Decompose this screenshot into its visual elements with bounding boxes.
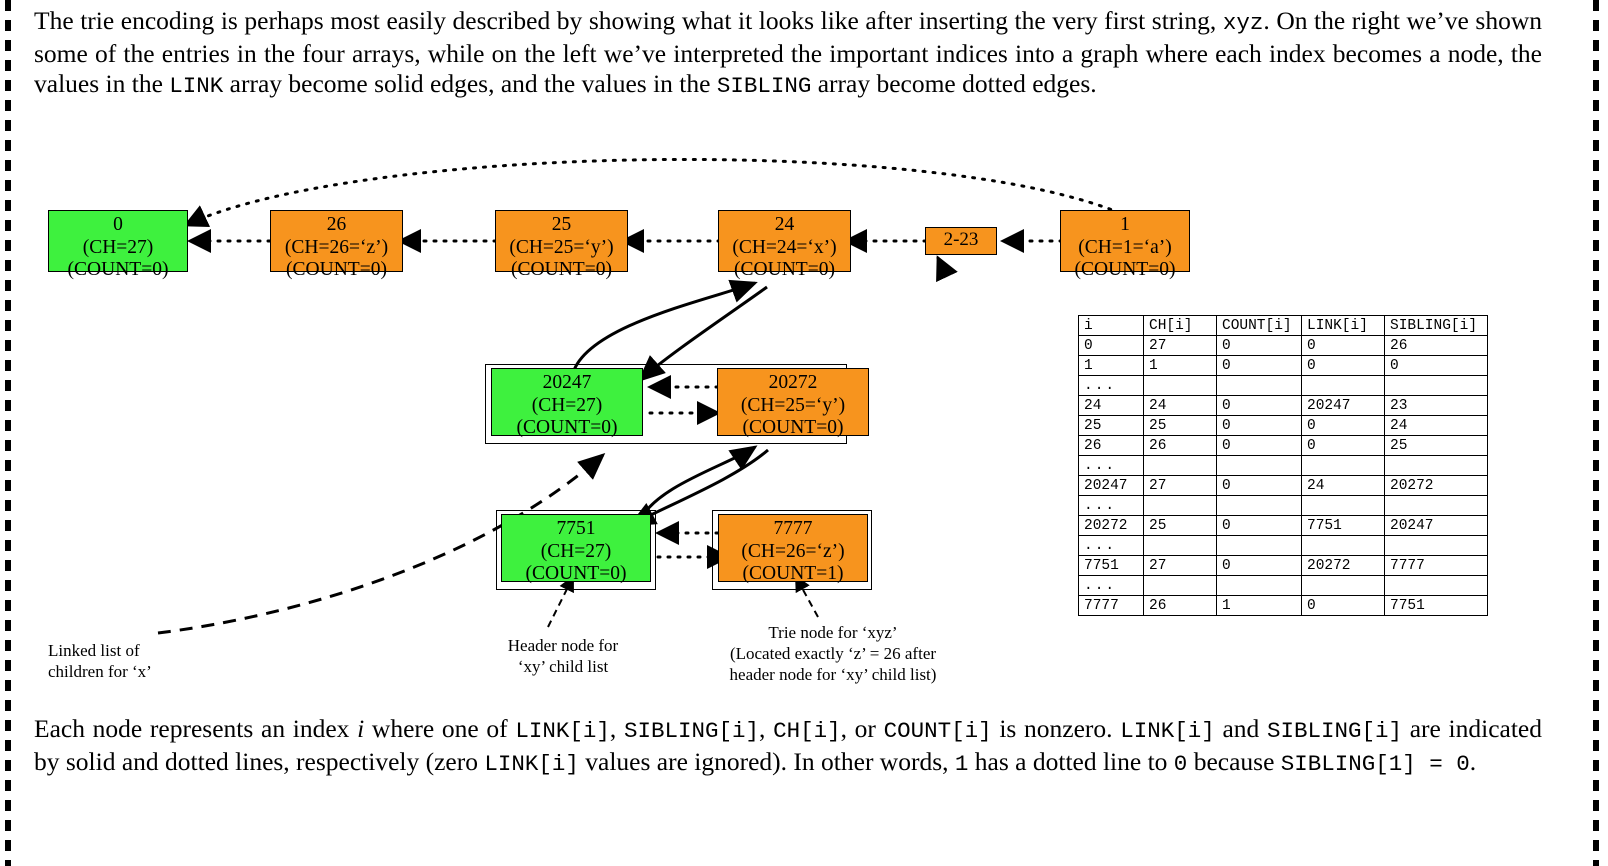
expl-text-7: and [1214, 714, 1267, 743]
cell-i: 20272 [1079, 516, 1144, 536]
cell-ch [1144, 376, 1217, 396]
node-range-label: 2-23 [943, 229, 979, 250]
intro-text-3: array become solid edges, and the values in the [223, 69, 717, 98]
node-24[interactable] [718, 210, 851, 280]
cell-ch: 1 [1144, 356, 1217, 376]
table-row-ellipsis [1079, 536, 1488, 556]
cell-link: 7751 [1302, 516, 1385, 536]
cell-link: 0 [1302, 436, 1385, 456]
intro-text-1: The trie encoding is perhaps most easily described by showing what it looks like after inserting the very first string, [34, 6, 1223, 35]
table-row [1079, 516, 1488, 536]
expl-text-4: , [759, 714, 774, 743]
cell-link: 24 [1302, 476, 1385, 496]
table-row-ellipsis [1079, 576, 1488, 596]
cell-count: 0 [1217, 416, 1302, 436]
expl-code-one: 1 [954, 750, 969, 777]
node-25[interactable] [495, 210, 628, 280]
table-row [1079, 556, 1488, 576]
node-0-index: 0 [113, 214, 123, 235]
annotation-linked-list-x-line2: children for ‘x’ [48, 662, 152, 681]
node-20247-ch: (CH=27) [531, 394, 603, 416]
node-26-ch: (CH=26=‘z’) [284, 236, 389, 258]
cell-link [1302, 376, 1385, 396]
page-border-left [5, 0, 11, 866]
table-row-ellipsis [1079, 456, 1488, 476]
cell-i: 0 [1079, 336, 1144, 356]
table-row [1079, 396, 1488, 416]
node-26[interactable] [270, 210, 403, 280]
table-row-ellipsis [1079, 496, 1488, 516]
expl-var-i: i [357, 714, 365, 743]
cell-sibling: 0 [1385, 356, 1488, 376]
table-header-link: LINK[i] [1302, 316, 1385, 336]
node-20247-index: 20247 [542, 372, 592, 393]
expl-code-link-3: LINK[i] [484, 750, 579, 777]
explanation-paragraph [34, 714, 1542, 779]
cell-link: 0 [1302, 336, 1385, 356]
cell-link [1302, 496, 1385, 516]
table-header-count: COUNT[i] [1217, 316, 1302, 336]
cell-sibling: 25 [1385, 436, 1488, 456]
expl-text-1: Each node represents an index [34, 714, 358, 743]
cell-ch: 27 [1144, 556, 1217, 576]
expl-text-11: because [1187, 746, 1281, 776]
node-range-2-23[interactable] [925, 227, 997, 255]
cell-sibling: 7777 [1385, 556, 1488, 576]
node-20272-ch: (CH=25=‘y’) [740, 394, 846, 416]
cell-i: ... [1079, 496, 1144, 516]
expl-text-10: has a dotted line to [968, 746, 1174, 776]
node-7751-ch: (CH=27) [540, 540, 612, 562]
annotation-trie-node-xyz-line3: header node for ‘xy’ child list) [729, 665, 937, 684]
cell-ch: 25 [1144, 416, 1217, 436]
node-7751-index: 7751 [556, 518, 596, 539]
cell-sibling: 24 [1385, 416, 1488, 436]
node-7751-count: (COUNT=0) [525, 563, 627, 584]
cell-sibling [1385, 576, 1488, 596]
annotation-header-node-xy-line2: ‘xy’ child list [517, 657, 609, 676]
cell-count: 0 [1217, 556, 1302, 576]
node-20272-index: 20272 [768, 372, 818, 393]
expl-code-count: COUNT[i] [883, 718, 992, 744]
intro-paragraph [34, 6, 1542, 102]
cell-sibling: 20272 [1385, 476, 1488, 496]
expl-text-8: are indicated by solid and dotted lines, respectively (zero [34, 714, 1542, 776]
expl-code-sibling-eq: SIBLING[1] = 0 [1280, 750, 1470, 777]
node-20247-count: (COUNT=0) [516, 417, 618, 438]
table-row [1079, 356, 1488, 376]
annotation-trie-node-xyz-line1: Trie node for ‘xyz’ [768, 623, 898, 642]
node-24-count: (COUNT=0) [734, 259, 835, 280]
cell-count [1217, 376, 1302, 396]
table-row [1079, 476, 1488, 496]
node-24-index: 24 [774, 214, 795, 235]
expl-code-sibling-2: SIBLING[i] [1266, 718, 1403, 744]
cell-link [1302, 576, 1385, 596]
cell-count: 0 [1217, 356, 1302, 376]
cell-link: 0 [1302, 596, 1385, 616]
node-20272[interactable] [717, 368, 869, 436]
node-7777-count: (COUNT=1) [742, 563, 844, 584]
node-25-count: (COUNT=0) [511, 259, 612, 280]
cell-count: 0 [1217, 476, 1302, 496]
node-7777[interactable] [718, 514, 868, 582]
cell-sibling [1385, 376, 1488, 396]
node-1[interactable] [1060, 210, 1190, 280]
annotation-trie-node-xyz [683, 622, 983, 685]
table-row [1079, 336, 1488, 356]
cell-count: 0 [1217, 396, 1302, 416]
expl-text-3: , [609, 714, 624, 743]
cell-sibling [1385, 496, 1488, 516]
cell-i: ... [1079, 376, 1144, 396]
cell-count [1217, 576, 1302, 596]
annotation-linked-list-x-line1: Linked list of [48, 641, 140, 660]
expl-code-sibling-1: SIBLING[i] [623, 718, 759, 744]
table-header-sibling: SIBLING[i] [1385, 316, 1488, 336]
cell-i: 1 [1079, 356, 1144, 376]
cell-ch [1144, 496, 1217, 516]
intro-code-link: LINK [169, 73, 224, 99]
trie-diagram [28, 165, 1568, 710]
cell-ch: 27 [1144, 336, 1217, 356]
node-1-ch: (CH=1=‘a’) [1078, 236, 1172, 258]
expl-text-2: where one of [364, 714, 516, 743]
node-25-ch: (CH=25=‘y’) [509, 236, 614, 258]
cell-link: 0 [1302, 416, 1385, 436]
node-24-ch: (CH=24=‘x’) [732, 236, 837, 258]
node-20272-count: (COUNT=0) [742, 417, 844, 438]
annotation-header-node-xy-line1: Header node for [507, 636, 619, 655]
annotation-linked-list-x [48, 640, 268, 682]
cell-sibling: 20247 [1385, 516, 1488, 536]
cell-link: 20247 [1302, 396, 1385, 416]
expl-text-5: , or [840, 714, 884, 743]
table-header-i: i [1079, 316, 1144, 336]
node-26-count: (COUNT=0) [286, 259, 387, 280]
expl-code-link-1: LINK[i] [515, 718, 610, 744]
cell-ch [1144, 456, 1217, 476]
cell-ch: 25 [1144, 516, 1217, 536]
intro-code-xyz: xyz [1222, 10, 1264, 36]
cell-ch: 24 [1144, 396, 1217, 416]
cell-sibling: 7751 [1385, 596, 1488, 616]
node-0-ch: (CH=27) [82, 236, 154, 258]
table-header-ch: CH[i] [1144, 316, 1217, 336]
table-row [1079, 436, 1488, 456]
table-row-ellipsis [1079, 376, 1488, 396]
cell-i: ... [1079, 456, 1144, 476]
intro-text-2: . On the right we’ve shown some of the entries in the four arrays, while on the left we’ve interpreted the important indices into a graph where each index becomes a node, the values in the [34, 6, 1542, 98]
cell-i: ... [1079, 576, 1144, 596]
cell-ch [1144, 576, 1217, 596]
cell-count: 1 [1217, 596, 1302, 616]
cell-ch [1144, 536, 1217, 556]
cell-link: 0 [1302, 356, 1385, 376]
cell-count [1217, 496, 1302, 516]
table-header-row [1079, 316, 1488, 336]
cell-link [1302, 456, 1385, 476]
cell-sibling [1385, 456, 1488, 476]
intro-code-sibling: SIBLING [716, 73, 812, 99]
expl-text-6: is nonzero. [991, 714, 1121, 743]
table-row [1079, 596, 1488, 616]
cell-i: 24 [1079, 396, 1144, 416]
expl-code-ch: CH[i] [773, 718, 841, 744]
cell-i: 7777 [1079, 596, 1144, 616]
cell-ch: 26 [1144, 596, 1217, 616]
cell-count [1217, 536, 1302, 556]
page-content [28, 0, 1568, 866]
annotation-trie-node-xyz-line2: (Located exactly ‘z’ = 26 after [729, 644, 937, 663]
annotation-header-node-xy [453, 635, 673, 677]
node-20247[interactable] [491, 368, 643, 436]
node-7777-index: 7777 [773, 518, 813, 539]
cell-count: 0 [1217, 336, 1302, 356]
cell-link [1302, 536, 1385, 556]
cell-i: ... [1079, 536, 1144, 556]
expl-code-link-2: LINK[i] [1120, 718, 1215, 744]
cell-ch: 27 [1144, 476, 1217, 496]
cell-i: 26 [1079, 436, 1144, 456]
expl-code-zero: 0 [1173, 750, 1188, 777]
node-26-index: 26 [326, 214, 347, 235]
expl-text-12: . [1469, 746, 1477, 776]
cell-count [1217, 456, 1302, 476]
node-25-index: 25 [551, 214, 572, 235]
node-7751[interactable] [501, 514, 651, 582]
node-1-index: 1 [1120, 214, 1130, 235]
cell-sibling [1385, 536, 1488, 556]
cell-sibling: 23 [1385, 396, 1488, 416]
node-7777-ch: (CH=26=‘z’) [741, 540, 845, 562]
expl-text-9: values are ignored). In other words, [578, 746, 955, 776]
cell-sibling: 26 [1385, 336, 1488, 356]
cell-count: 0 [1217, 516, 1302, 536]
cell-count: 0 [1217, 436, 1302, 456]
cell-link: 20272 [1302, 556, 1385, 576]
table-row [1079, 416, 1488, 436]
node-1-count: (COUNT=0) [1074, 259, 1176, 280]
cell-i: 7751 [1079, 556, 1144, 576]
node-0[interactable] [48, 210, 188, 280]
cell-i: 25 [1079, 416, 1144, 436]
cell-ch: 26 [1144, 436, 1217, 456]
node-0-count: (COUNT=0) [67, 259, 169, 280]
arrays-table [1078, 315, 1488, 616]
cell-i: 20247 [1079, 476, 1144, 496]
page-border-right [1593, 0, 1599, 866]
intro-text-4: array become dotted edges. [811, 69, 1097, 98]
